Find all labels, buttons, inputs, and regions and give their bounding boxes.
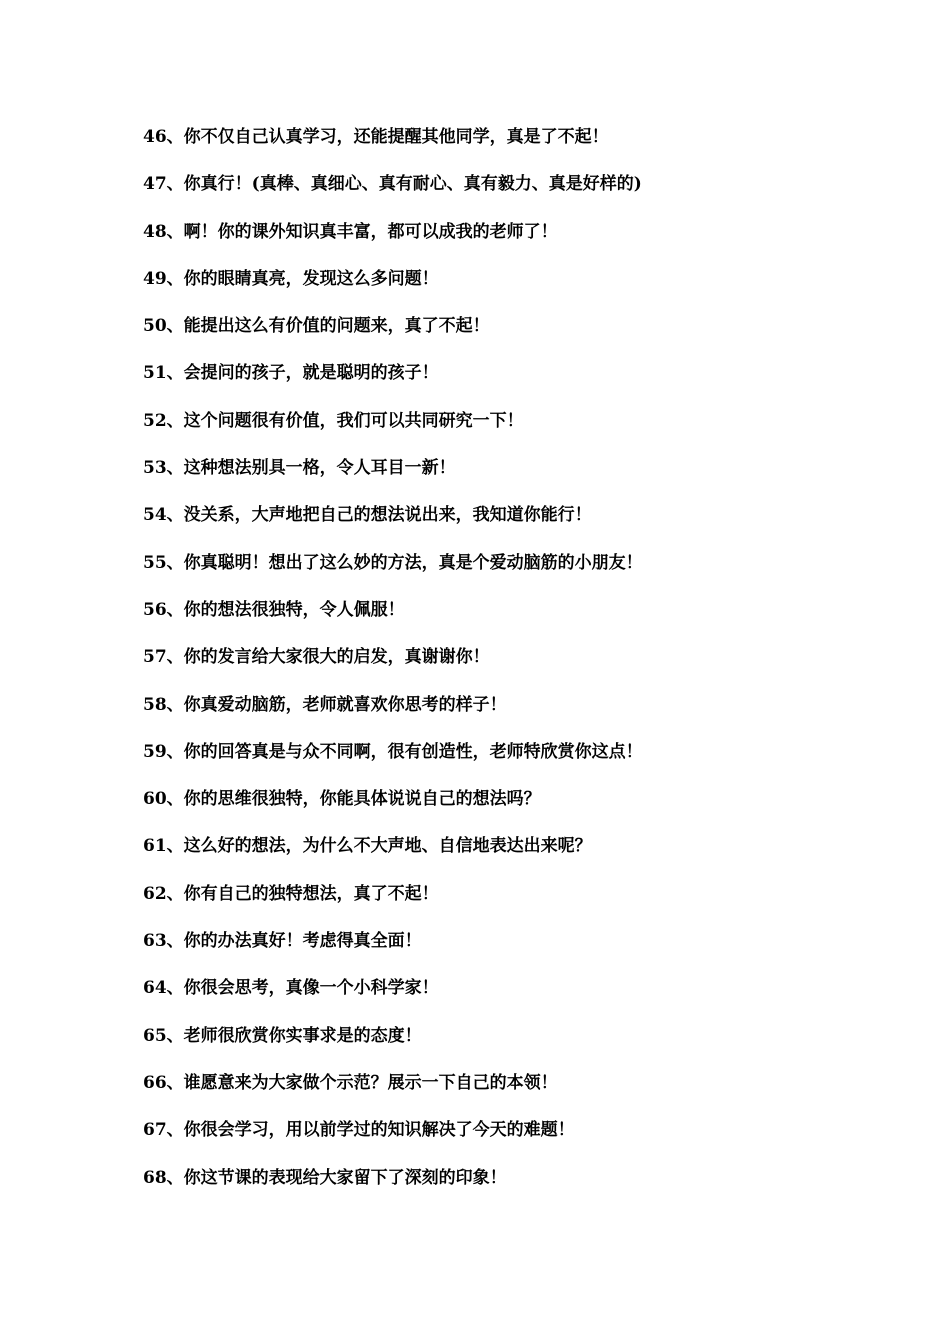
list-item: 50、能提出这么有价值的问题来，真了不起！ (143, 316, 490, 337)
list-item: 53、这种想法别具一格，令人耳目一新！ (143, 458, 456, 479)
list-item: 57、你的发言给大家很大的启发，真谢谢你！ (143, 647, 490, 668)
list-item: 60、你的思维很独特，你能具体说说自己的想法吗？ (143, 789, 541, 810)
list-item: 54、没关系，大声地把自己的想法说出来，我知道你能行！ (143, 505, 592, 526)
list-item: 47、你真行！(真棒、真细心、真有耐心、真有毅力、真是好样的) (143, 174, 642, 195)
list-item: 48、啊！你的课外知识真丰富，都可以成我的老师了！ (143, 221, 558, 242)
list-item: 68、你这节课的表现给大家留下了深刻的印象！ (143, 1167, 507, 1188)
list-item: 62、你有自己的独特想法，真了不起！ (143, 883, 439, 904)
list-item: 65、老师很欣赏你实事求是的态度！ (143, 1025, 422, 1046)
list-item: 51、会提问的孩子，就是聪明的孩子！ (143, 363, 439, 384)
list-item: 46、你不仅自己认真学习，还能提醒其他同学，真是了不起！ (143, 127, 609, 147)
list-item: 58、你真爱动脑筋，老师就喜欢你思考的样子！ (143, 694, 507, 715)
list-item: 67、你很会学习，用以前学过的知识解决了今天的难题！ (143, 1120, 575, 1141)
list-item: 66、谁愿意来为大家做个示范？展示一下自己的本领！ (143, 1072, 558, 1093)
list-item: 52、这个问题很有价值，我们可以共同研究一下！ (143, 410, 524, 431)
list-item: 61、这么好的想法，为什么不大声地、自信地表达出来呢？ (143, 836, 592, 857)
list-item: 64、你很会思考，真像一个小科学家！ (143, 978, 439, 999)
praise-list (143, 122, 923, 1210)
list-item: 63、你的办法真好！考虑得真全面！ (143, 931, 422, 952)
list-item: 55、你真聪明！想出了这么妙的方法，真是个爱动脑筋的小朋友！ (143, 552, 643, 573)
list-item: 56、你的想法很独特，令人佩服！ (143, 599, 405, 620)
list-item: 49、你的眼睛真亮，发现这么多问题！ (143, 268, 439, 289)
list-item: 59、你的回答真是与众不同啊，很有创造性，老师特欣赏你这点！ (143, 741, 643, 762)
